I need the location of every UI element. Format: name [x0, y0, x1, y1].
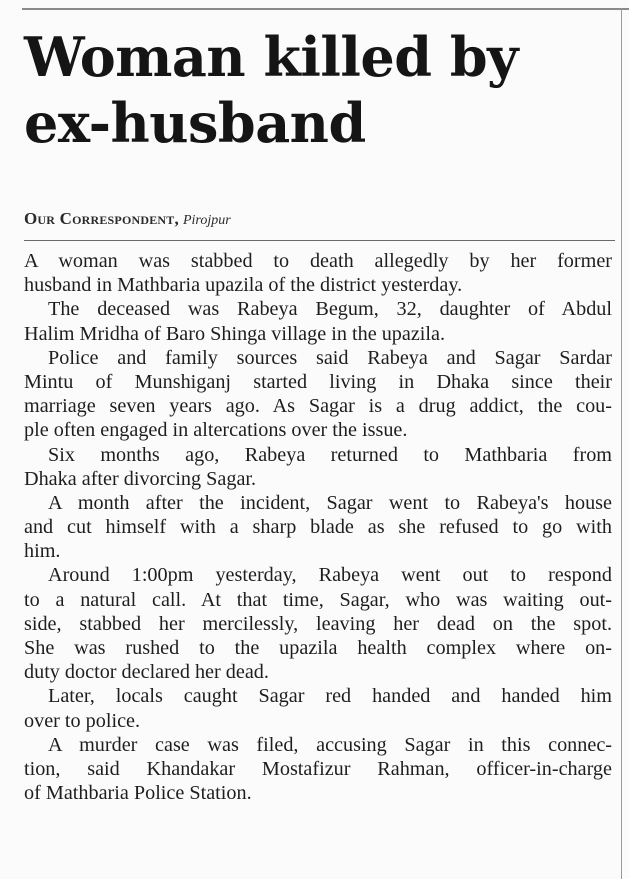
paragraph-line: Around 1:00pm yesterday, Rabeya went out to respond	[48, 564, 612, 587]
paragraph-line: to a natural call. At that time, Sagar, who was waiting out-	[24, 588, 612, 611]
paragraph-line: Halim Mridha of Baro Shinga village in the upazila.	[24, 322, 446, 345]
article-paragraph	[24, 443, 612, 491]
paragraph-line: of Mathbaria Police Station.	[24, 782, 252, 805]
top-rule	[22, 8, 629, 10]
headline	[24, 24, 620, 156]
article-paragraph	[24, 491, 612, 564]
paragraph-line: A month after the incident, Sagar went to Rabeya's house	[48, 491, 612, 514]
article-paragraph	[24, 733, 612, 806]
paragraph-line: ple often engaged in altercations over the issue.	[24, 419, 408, 442]
article-body	[24, 249, 612, 805]
paragraph-line: Mintu of Munshiganj started living in Dhaka since their	[24, 370, 612, 393]
article-paragraph	[24, 249, 612, 297]
paragraph-line: tion, said Khandakar Mostafizur Rahman, officer-in-charge	[24, 757, 612, 780]
byline-author: Our Correspondent,	[24, 209, 179, 228]
article-paragraph	[24, 346, 612, 443]
paragraph-line: over to police.	[24, 709, 141, 732]
headline-line-1: Woman killed by	[24, 25, 518, 89]
paragraph-line: him.	[24, 540, 61, 563]
paragraph-line: and cut himself with a sharp blade as she refused to go with	[24, 516, 612, 539]
byline-place: Pirojpur	[182, 213, 231, 228]
byline-rule	[24, 240, 615, 241]
paragraph-line: duty doctor declared her dead.	[24, 661, 269, 684]
paragraph-line: She was rushed to the upazila health complex where on-	[24, 637, 612, 659]
paragraph-line: marriage seven years ago. As Sagar is a drug addict, the cou-	[24, 395, 612, 418]
paragraph-line: Later, locals caught Sagar red handed and handed him	[48, 685, 612, 708]
paragraph-line: The deceased was Rabeya Begum, 32, daughter of Abdul	[48, 298, 612, 321]
paragraph-line: Six months ago, Rabeya returned to Mathbaria from	[48, 443, 612, 466]
article-paragraph	[24, 297, 612, 345]
article-paragraph	[24, 684, 612, 732]
article-paragraph	[24, 563, 612, 684]
paragraph-line: A woman was stabbed to death allegedly by her former	[24, 250, 612, 272]
column-rule	[621, 8, 622, 879]
paragraph-line: husband in Mathbaria upazila of the district yesterday.	[24, 274, 463, 297]
paragraph-line: A murder case was filed, accusing Sagar in this connec-	[48, 733, 612, 756]
paragraph-line: side, stabbed her mercilessly, leaving her dead on the spot.	[24, 612, 612, 635]
byline	[24, 209, 231, 229]
headline-line-2: ex-husband	[24, 91, 366, 155]
paragraph-line: Dhaka after divorcing Sagar.	[24, 467, 257, 490]
paragraph-line: Police and family sources said Rabeya and Sagar Sardar	[48, 346, 612, 369]
